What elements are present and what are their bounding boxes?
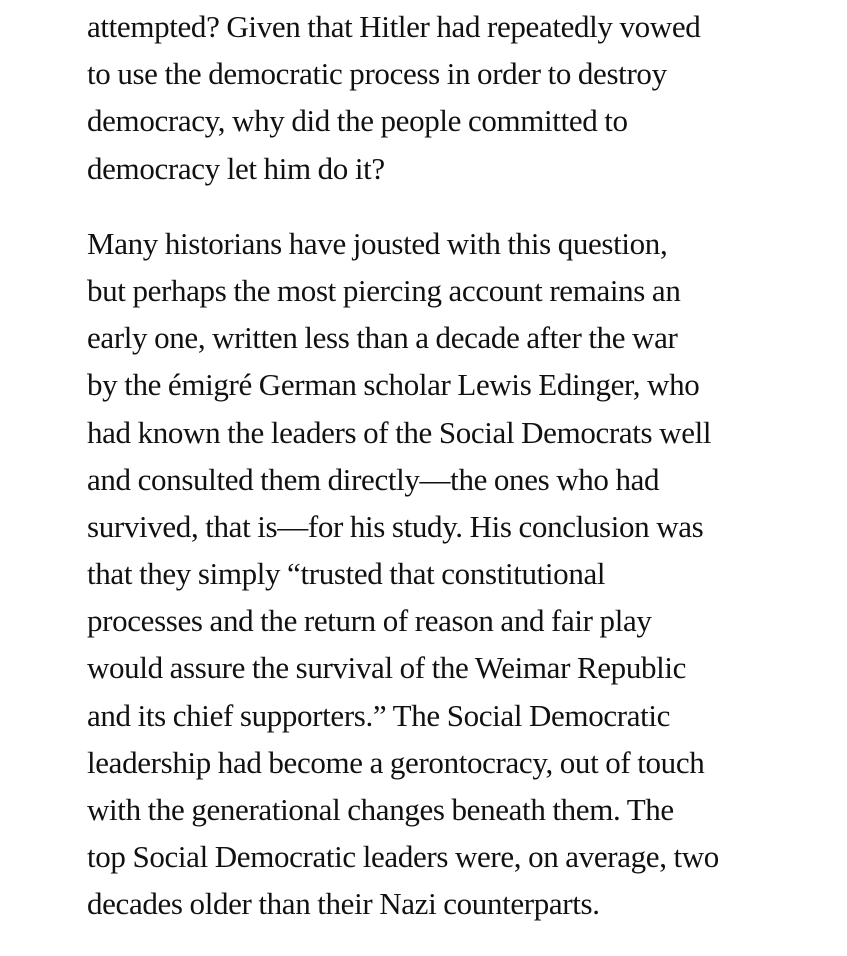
text-line: democracy let him do it? [87, 150, 385, 186]
text-line: had known the leaders of the Social Democrats well [87, 414, 712, 450]
text-line: early one, written less than a decade after the war [87, 320, 678, 356]
article-body [87, 0, 767, 928]
text-line: with the generational changes beneath them. The [87, 792, 674, 827]
text-line: and its chief supporters.” The Social Democratic [87, 697, 671, 733]
text-line: that they simply “trusted that constitutional [87, 556, 606, 592]
text-line: processes and the return of reason and fair play [87, 603, 652, 639]
text-line: attempted? Given that Hitler had repeatedly vowed [87, 9, 701, 44]
text-line: and consulted them directly—the ones who had [87, 461, 660, 497]
text-line: by the émigré German scholar Lewis Edinger, who [87, 367, 700, 403]
text-line: survived, that is—for his study. His conclusion was [87, 508, 704, 544]
paragraph [87, 3, 767, 192]
text-line: but perhaps the most piercing account remains an [87, 272, 681, 308]
text-line: would assure the survival of the Weimar Republic [87, 650, 687, 686]
paragraph [87, 220, 767, 928]
text-line: decades older than their Nazi counterparts. [87, 886, 600, 922]
text-line: to use the democratic process in order to destroy [87, 56, 667, 92]
text-line: top Social Democratic leaders were, on average, two [87, 839, 719, 875]
text-line: leadership had become a gerontocracy, out of touch [87, 744, 705, 780]
text-line: Many historians have jousted with this question, [87, 225, 668, 261]
text-line: democracy, why did the people committed to [87, 103, 628, 139]
